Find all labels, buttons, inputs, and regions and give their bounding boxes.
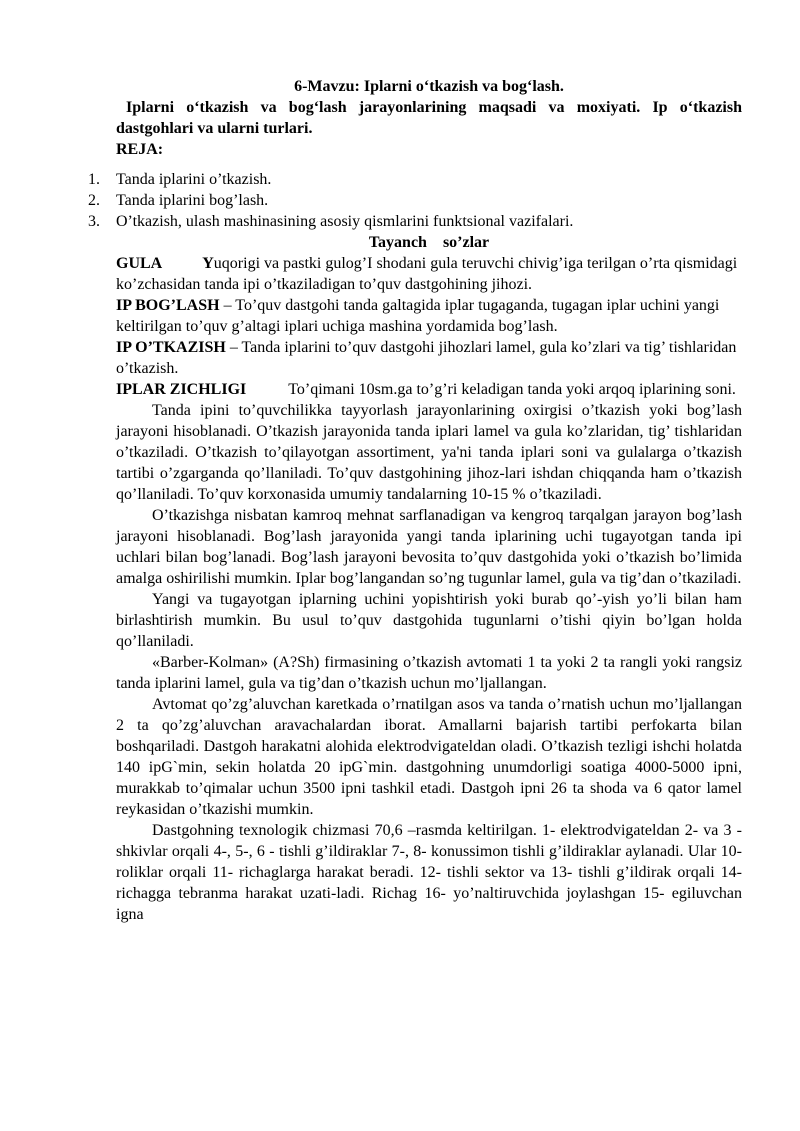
definition-term: IP BOG’LASH (116, 297, 220, 314)
plan-item (88, 169, 742, 190)
definition-iplar-zichligi (116, 379, 742, 400)
plan-item (88, 211, 742, 232)
plan-item-number: 3. (88, 213, 100, 230)
body-paragraph: Avtomat qo’zg’aluvchan karetkada o’rnatilgan asos va tanda o’rnatish uchun mo’ljallangan 2 ta qo’zg’aluvchan aravachalardan iborat. Amallarni bajarish tartibi perfokarta bilan boshqariladi. Dastgoh harakatni alohida elektrodvigateldan oladi. O’tkazish tezligi ishchi holatda 140 ipG`min, sekin holatda 20 ipG`min. dastgohning unumdorligi soatiga 4000-5000 ipni, murakkab to’qimalar uchun 3500 ipni tashkil etadi. Dastgoh ipni 26 ta shoda va 6 qator lamel reykasidan o’tkazishi mumkin. (116, 696, 742, 818)
plan-item-text: O’tkazish, ulash mashinasining asosiy qismlarini funktsional vazifalari. (116, 213, 574, 230)
topic-subtitle: Iplarni o‘tkazish va bog‘lash jarayonlarining maqsadi va moxiyati. Ip o‘tkazish dastgohlari va ularni turlari. (116, 99, 742, 137)
body-paragraph: Yangi va tugayotgan iplarning uchini yopishtirish yoki burab qo’-yish yo’li bilan ham birlashtirish mumkin. Bu usul to’quv dastgohida tugunlarni o’tishi qiyin bo’lgan holda qo’llaniladi. (116, 591, 742, 650)
plan-item-text: Tanda iplarini bog’lash. (116, 192, 269, 209)
definition-text: To’qimani 10sm.ga to’g’ri keladigan tanda yoki arqoq iplarining soni. (288, 381, 736, 398)
plan-item-text: Tanda iplarini o’tkazish. (116, 171, 272, 188)
keywords-heading: Tayanch so’zlar (368, 234, 490, 251)
body-paragraph: Dastgohning texnologik chizmasi 70,6 –rasmda keltirilgan. 1- elektrodvigateldan 2- va 3 - shkivlar orqali 4-, 5-, 6 - tishli g’ildiraklar 7-, 8- konussimon tishli g’ildiraklar aylanadi. Ular 10- roliklar orqali 11- richaglarga harakat beradi. 12- tishli sektor va 13- tishli g’ildirak orqali 14- richagga tebranma harakat uzati-ladi. Richag 16- yo’naltiruvchida joylashgan 15- egiluvchan igna (116, 822, 742, 923)
definition-term: IPLAR ZICHLIGI (116, 381, 247, 398)
plan-item (88, 190, 742, 211)
plan-item-number: 2. (88, 192, 100, 209)
document-body (88, 76, 742, 925)
definition-ip-otkazish (116, 337, 742, 379)
plan-heading: REJA: (116, 141, 164, 158)
definition-ip-boglash (116, 295, 742, 337)
definition-text: uqorigi va pastki gulog’I shodani gula teruvchi chivig’iga terilgan o’rta qismidagi ko’zchasidan tanda ipi o’tkaziladigan to’quv dastgohining jihozi. (116, 255, 738, 293)
body-paragraph: O’tkazishga nisbatan kamroq mehnat sarflanadigan va kengroq tarqalgan jarayon bog’lash jarayoni hisoblanadi. Bog’lash jarayonida yangi tanda iplarining uchi tugayotgan tanda ipi uchlari bilan bog’lanadi. Bog’lash jarayoni bevosita to’quv dastgohida yoki o’tkazish bo’limida amalga oshirilishi mumkin. Iplar bog’langandan so’ng tugunlar lamel, gula va tig’dan o’tkaziladi. (116, 507, 742, 587)
definition-text: – To’quv dastgohi tanda galtagida iplar tugaganda, tugagan iplar uchini yangi keltirilgan to’quv g’altagi iplari uchiga mashina yordamida bog’lash. (116, 297, 720, 335)
body-paragraph: «Barber-Kolman» (A?Sh) firmasining o’tkazish avtomati 1 ta yoki 2 ta rangli yoki rangsiz tanda iplarini lamel, gula va tig’dan o’tkazish uchun mo’ljallangan. (116, 654, 742, 692)
definition-term: GULA (116, 255, 163, 272)
plan-list (88, 169, 742, 232)
definition-gula (116, 253, 742, 295)
definition-term: IP O’TKAZISH (116, 339, 226, 356)
definition-initial: Y (202, 255, 214, 272)
plan-item-number: 1. (88, 171, 100, 188)
page-title: 6-Mavzu: Iplarni o‘tkazish va bog‘lash. (294, 78, 564, 95)
definition-text: – Tanda iplarini to’quv dastgohi jihozlari lamel, gula ko’zlari va tig’ tishlaridan o’tkazish. (116, 339, 737, 377)
body-paragraph: Tanda ipini to’quvchilikka tayyorlash jarayonlarining oxirgisi o’tkazish yoki bog’lash jarayoni hisoblanadi. O’tkazish jarayonida tanda iplari lamel va gula ko’zlaridan, tig’ tishlaridan o’tkaziladi. O’tkazish to’qilayotgan assortiment, ya'ni tanda iplari soni va gulalarga o’tkazish tartibi o’zgarganda qo’llaniladi. To’quv dastgohining jihoz-lari ishdan chiqqanda ham o’tkazish qo’llaniladi. To’quv korxonasida umumiy tandalarning 10-15 % o’tkaziladi. (116, 402, 742, 503)
